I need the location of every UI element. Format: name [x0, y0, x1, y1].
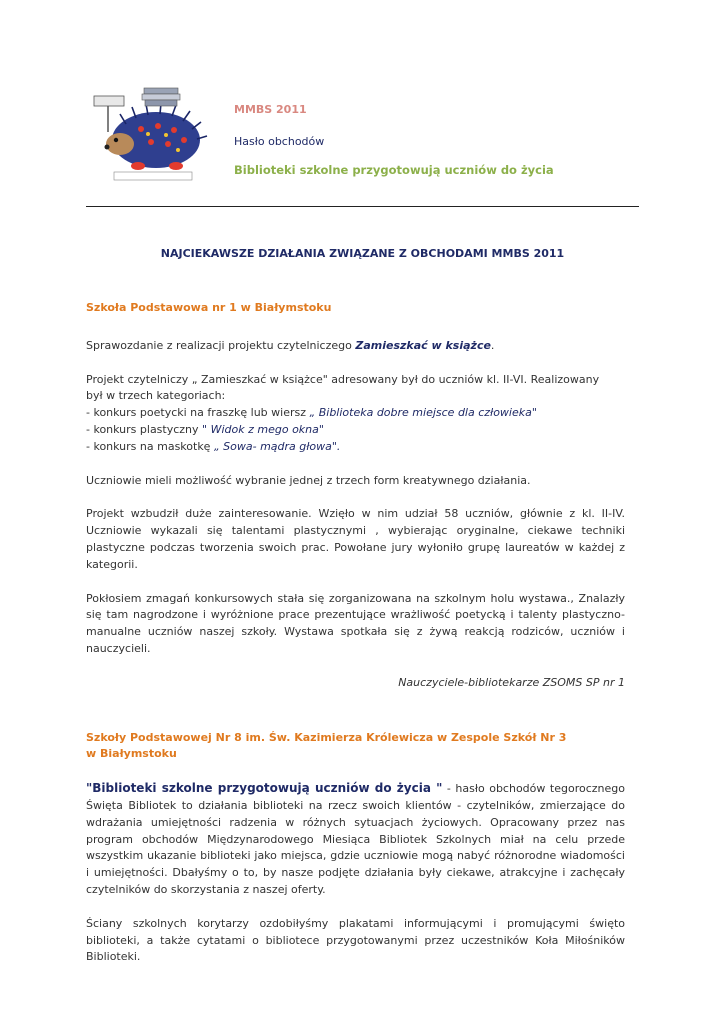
project-line-2: był w trzech kategoriach: [86, 389, 226, 403]
report-prefix: Sprawozdanie z realizacji projektu czytelniczego [86, 338, 356, 352]
contest-2-title: " Widok z mego okna" [202, 422, 324, 436]
section2-motto-quote: "Biblioteki szkolne przygotowują uczniów do życia " [86, 781, 443, 796]
motto-text: Biblioteki szkolne przygotowują uczniów do życia [234, 163, 554, 177]
contest-2-prefix: - konkurs plastyczny [86, 422, 203, 436]
section2-paragraph-2: Ściany szkolnych korytarzy ozdobiłyśmy plakatami informującymi i promującymi święto biblioteki, a także cytatami o bibliotece przygotowanymi przez uczestników Koła Miłośników Biblioteki. [86, 916, 625, 964]
report-suffix: . [490, 338, 495, 352]
section1-paragraph-5: Pokłosiem zmagań konkursowych stała się zorganizowana na szkolnym holu wystawa., Znalazły się tam nagrodzone i wyróżnione prace prezentujące wrażliwość poetycką i talenty plastyczno-manualne uczniów naszej szkoły. Wystawa spotkała się z żywą reakcją rodziców, uczniów i nauczycieli. [86, 591, 625, 655]
section2-paragraph-1 [86, 780, 625, 899]
section1-paragraph-3: Uczniowie mieli możliwość wybranie jednej z trzech form kreatywnego działania. [86, 473, 531, 487]
mmbs-logo-image [86, 84, 221, 184]
section2-school-line-2: w Białymstoku [86, 747, 177, 761]
contest-3-title: „ Sowa- mądra głowa". [213, 439, 341, 453]
section1-paragraph-4: Projekt wzbudził duże zainteresowanie. Wzięło w nim udział 58 uczniów, głównie z kl. II-IV. Uczniowie wykazali się talentami plastycznymi , wybierając oryginalne, ciekawe techniki plastyczne podczas tworzenia swoich prac. Powołane jury wyłoniło grupę laureatów w każdej z kategorii. [86, 507, 625, 571]
report-project-title: Zamieszkać w książce [355, 338, 491, 352]
project-line-1: Projekt czytelniczy „ Zamieszkać w książce" adresowany był do uczniów kl. II-VI. Realizowany [86, 372, 600, 386]
document-title: NAJCIEKAWSZE DZIAŁANIA ZWIĄZANE Z OBCHODAMI MMBS 2011 [160, 247, 565, 260]
header-divider [86, 206, 639, 207]
contest-3-prefix: - konkurs na maskotkę [86, 439, 214, 453]
section2-school-line-1: Szkoły Podstawowej Nr 8 im. Św. Kazimierza Królewicza w Zespole Szkół Nr 3 [86, 730, 567, 744]
section1-project-paragraph [86, 372, 625, 456]
contest-1-prefix: - konkurs poetycki na fraszkę lub wiersz [86, 406, 310, 420]
document-body [86, 300, 625, 966]
motto-label: Hasło obchodów [234, 135, 325, 148]
section1-signature: Nauczyciele-bibliotekarze ZSOMS SP nr 1 [398, 675, 625, 689]
section2-school-heading [86, 730, 625, 764]
mmbs-year-label: MMBS 2011 [234, 103, 307, 116]
section2-paragraph-1-text: - hasło obchodów tegorocznego Święta Bibliotek to działania biblioteki na rzecz swoich klientów - czytelników, zmierzające do wdrażania umiejętności radzenia w różnych sytuacjach życiowych. Opracowany przez nas program obchodów Międzynarodowego Miesiąca Bibliotek Szkolnych miał na celu przede wszystkim ukazanie biblioteki jako miejsca, gdzie uczniowie mogą nabyć różnorodne wiadomości i umiejętności. Dbałyśmy o to, by nasze podjęte działania były ciekawe, atrakcyjne i zachęcały czytelników do skorzystania z naszej oferty. [86, 782, 625, 896]
section1-report-line [86, 338, 625, 355]
contest-1-title: „ Biblioteka dobre miejsce dla człowieka" [309, 406, 537, 420]
section1-school-heading: Szkoła Podstawowa nr 1 w Białymstoku [86, 301, 332, 314]
